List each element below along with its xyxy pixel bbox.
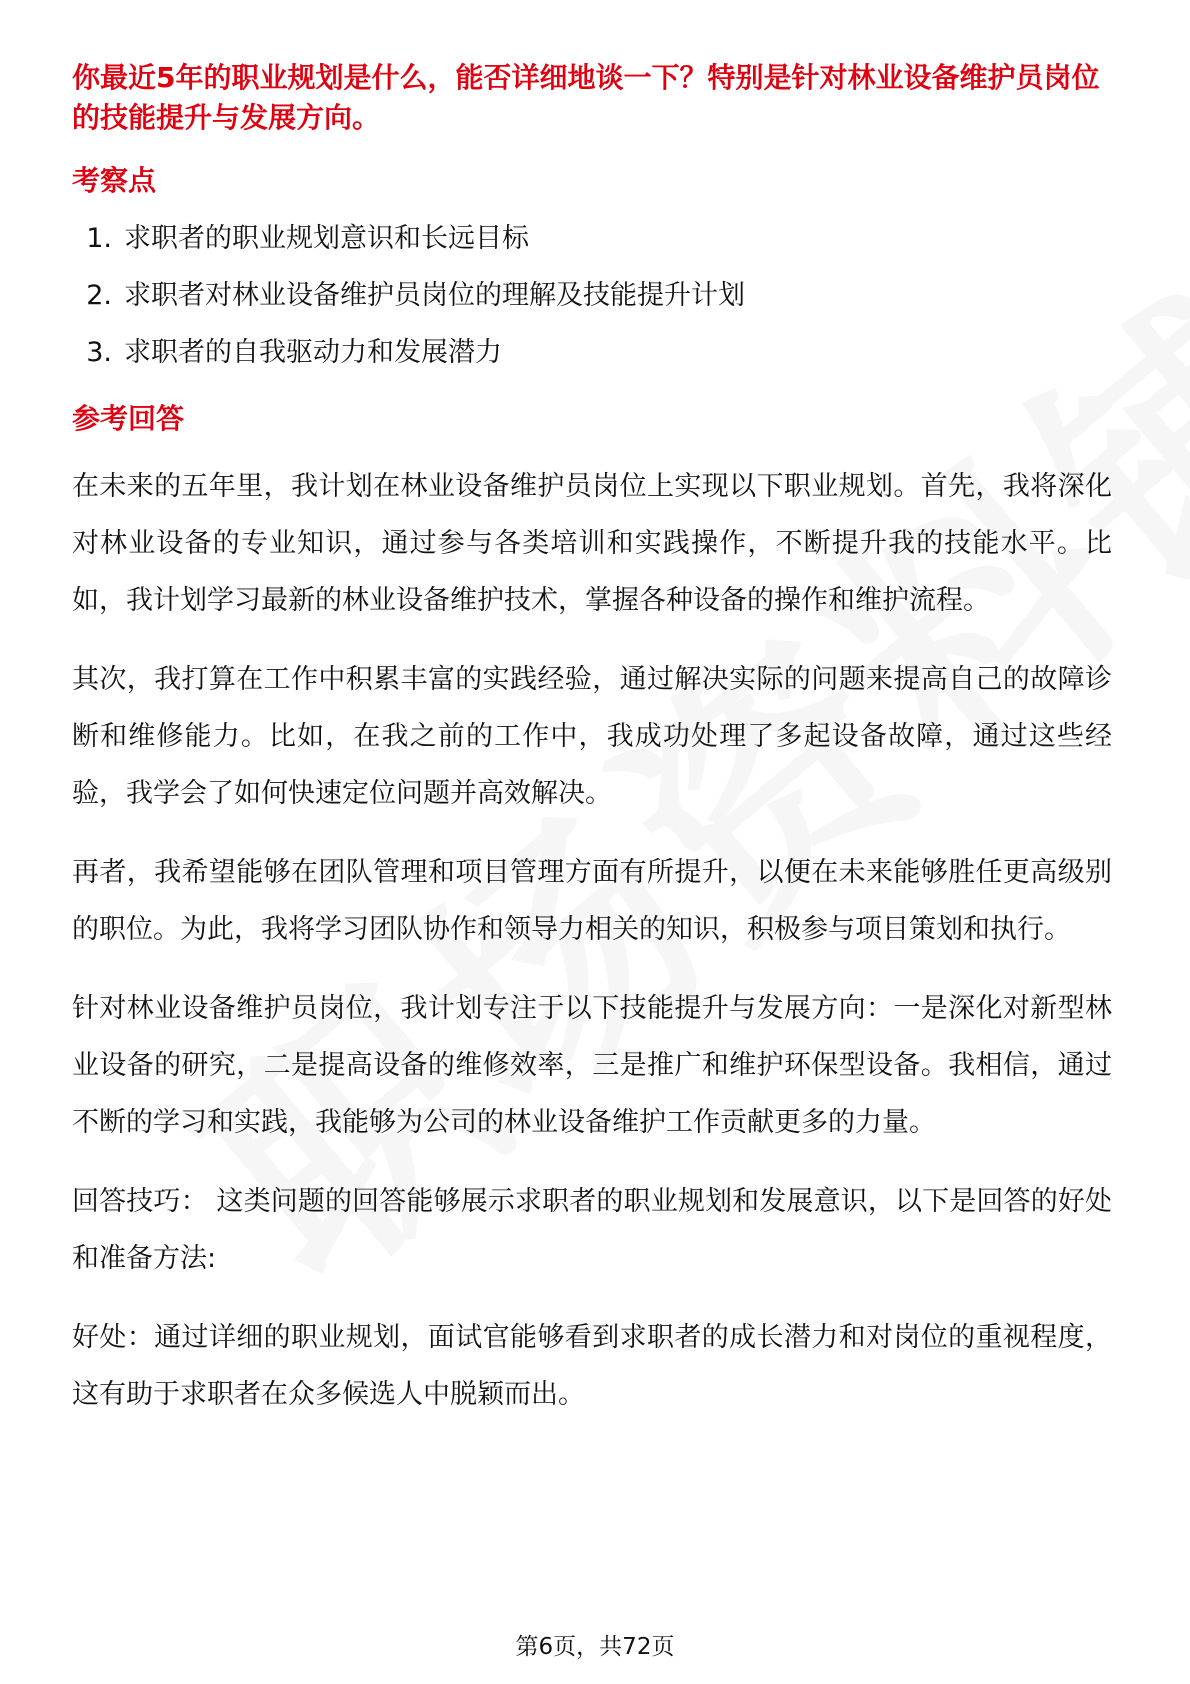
page-number: 第6页，共72页 (515, 1634, 675, 1660)
list-item (72, 220, 1112, 258)
points-heading: 考察点 (72, 164, 157, 197)
tips-paragraph: 回答技巧： 这类问题的回答能够展示求职者的职业规划和发展意识，以下是回答的好处和准备方法: (72, 1186, 1112, 1274)
list-item-text: 求职者的自我驱动力和发展潜力 (124, 337, 502, 368)
question-title: 你最近5年的职业规划是什么，能否详细地谈一下？特别是针对林业设备维护员岗位的技能提升与发展方向。 (72, 61, 1100, 134)
answer-paragraph: 针对林业设备维护员岗位，我计划专注于以下技能提升与发展方向：一是深化对新型林业设备的研究，二是提高设备的维修效率，三是推广和维护环保型设备。我相信，通过不断的学习和实践，我能够为公司的林业设备维护工作贡献更多的力量。 (72, 993, 1112, 1138)
answer-paragraph: 其次，我打算在工作中积累丰富的实践经验，通过解决实际的问题来提高自己的故障诊断和维修能力。比如，在我之前的工作中，我成功处理了多起设备故障，通过这些经验，我学会了如何快速定位问题并高效解决。 (72, 664, 1112, 809)
list-item-number: 3. (86, 337, 112, 368)
list-item-text: 求职者的职业规划意识和长远目标 (124, 223, 529, 254)
answer-paragraph: 在未来的五年里，我计划在林业设备维护员岗位上实现以下职业规划。首先，我将深化对林业设备的专业知识，通过参与各类培训和实践操作，不断提升我的技能水平。比如，我计划学习最新的林业设备维护技术，掌握各种设备的操作和维护流程。 (72, 471, 1112, 616)
list-item (72, 334, 1112, 372)
answer-heading: 参考回答 (72, 402, 185, 435)
benefit-paragraph: 好处：通过详细的职业规划，面试官能够看到求职者的成长潜力和对岗位的重视程度，这有助于求职者在众多候选人中脱颖而出。 (72, 1322, 1112, 1410)
answer-paragraph: 再者，我希望能够在团队管理和项目管理方面有所提升，以便在未来能够胜任更高级别的职位。为此，我将学习团队协作和领导力相关的知识，积极参与项目策划和执行。 (72, 857, 1112, 945)
list-item-text: 求职者对林业设备维护员岗位的理解及技能提升计划 (124, 280, 745, 311)
list-item-number: 2. (86, 280, 112, 311)
list-item (72, 277, 1112, 315)
points-list (72, 220, 1112, 372)
list-item-number: 1. (86, 223, 112, 254)
page-content (72, 58, 1112, 1445)
